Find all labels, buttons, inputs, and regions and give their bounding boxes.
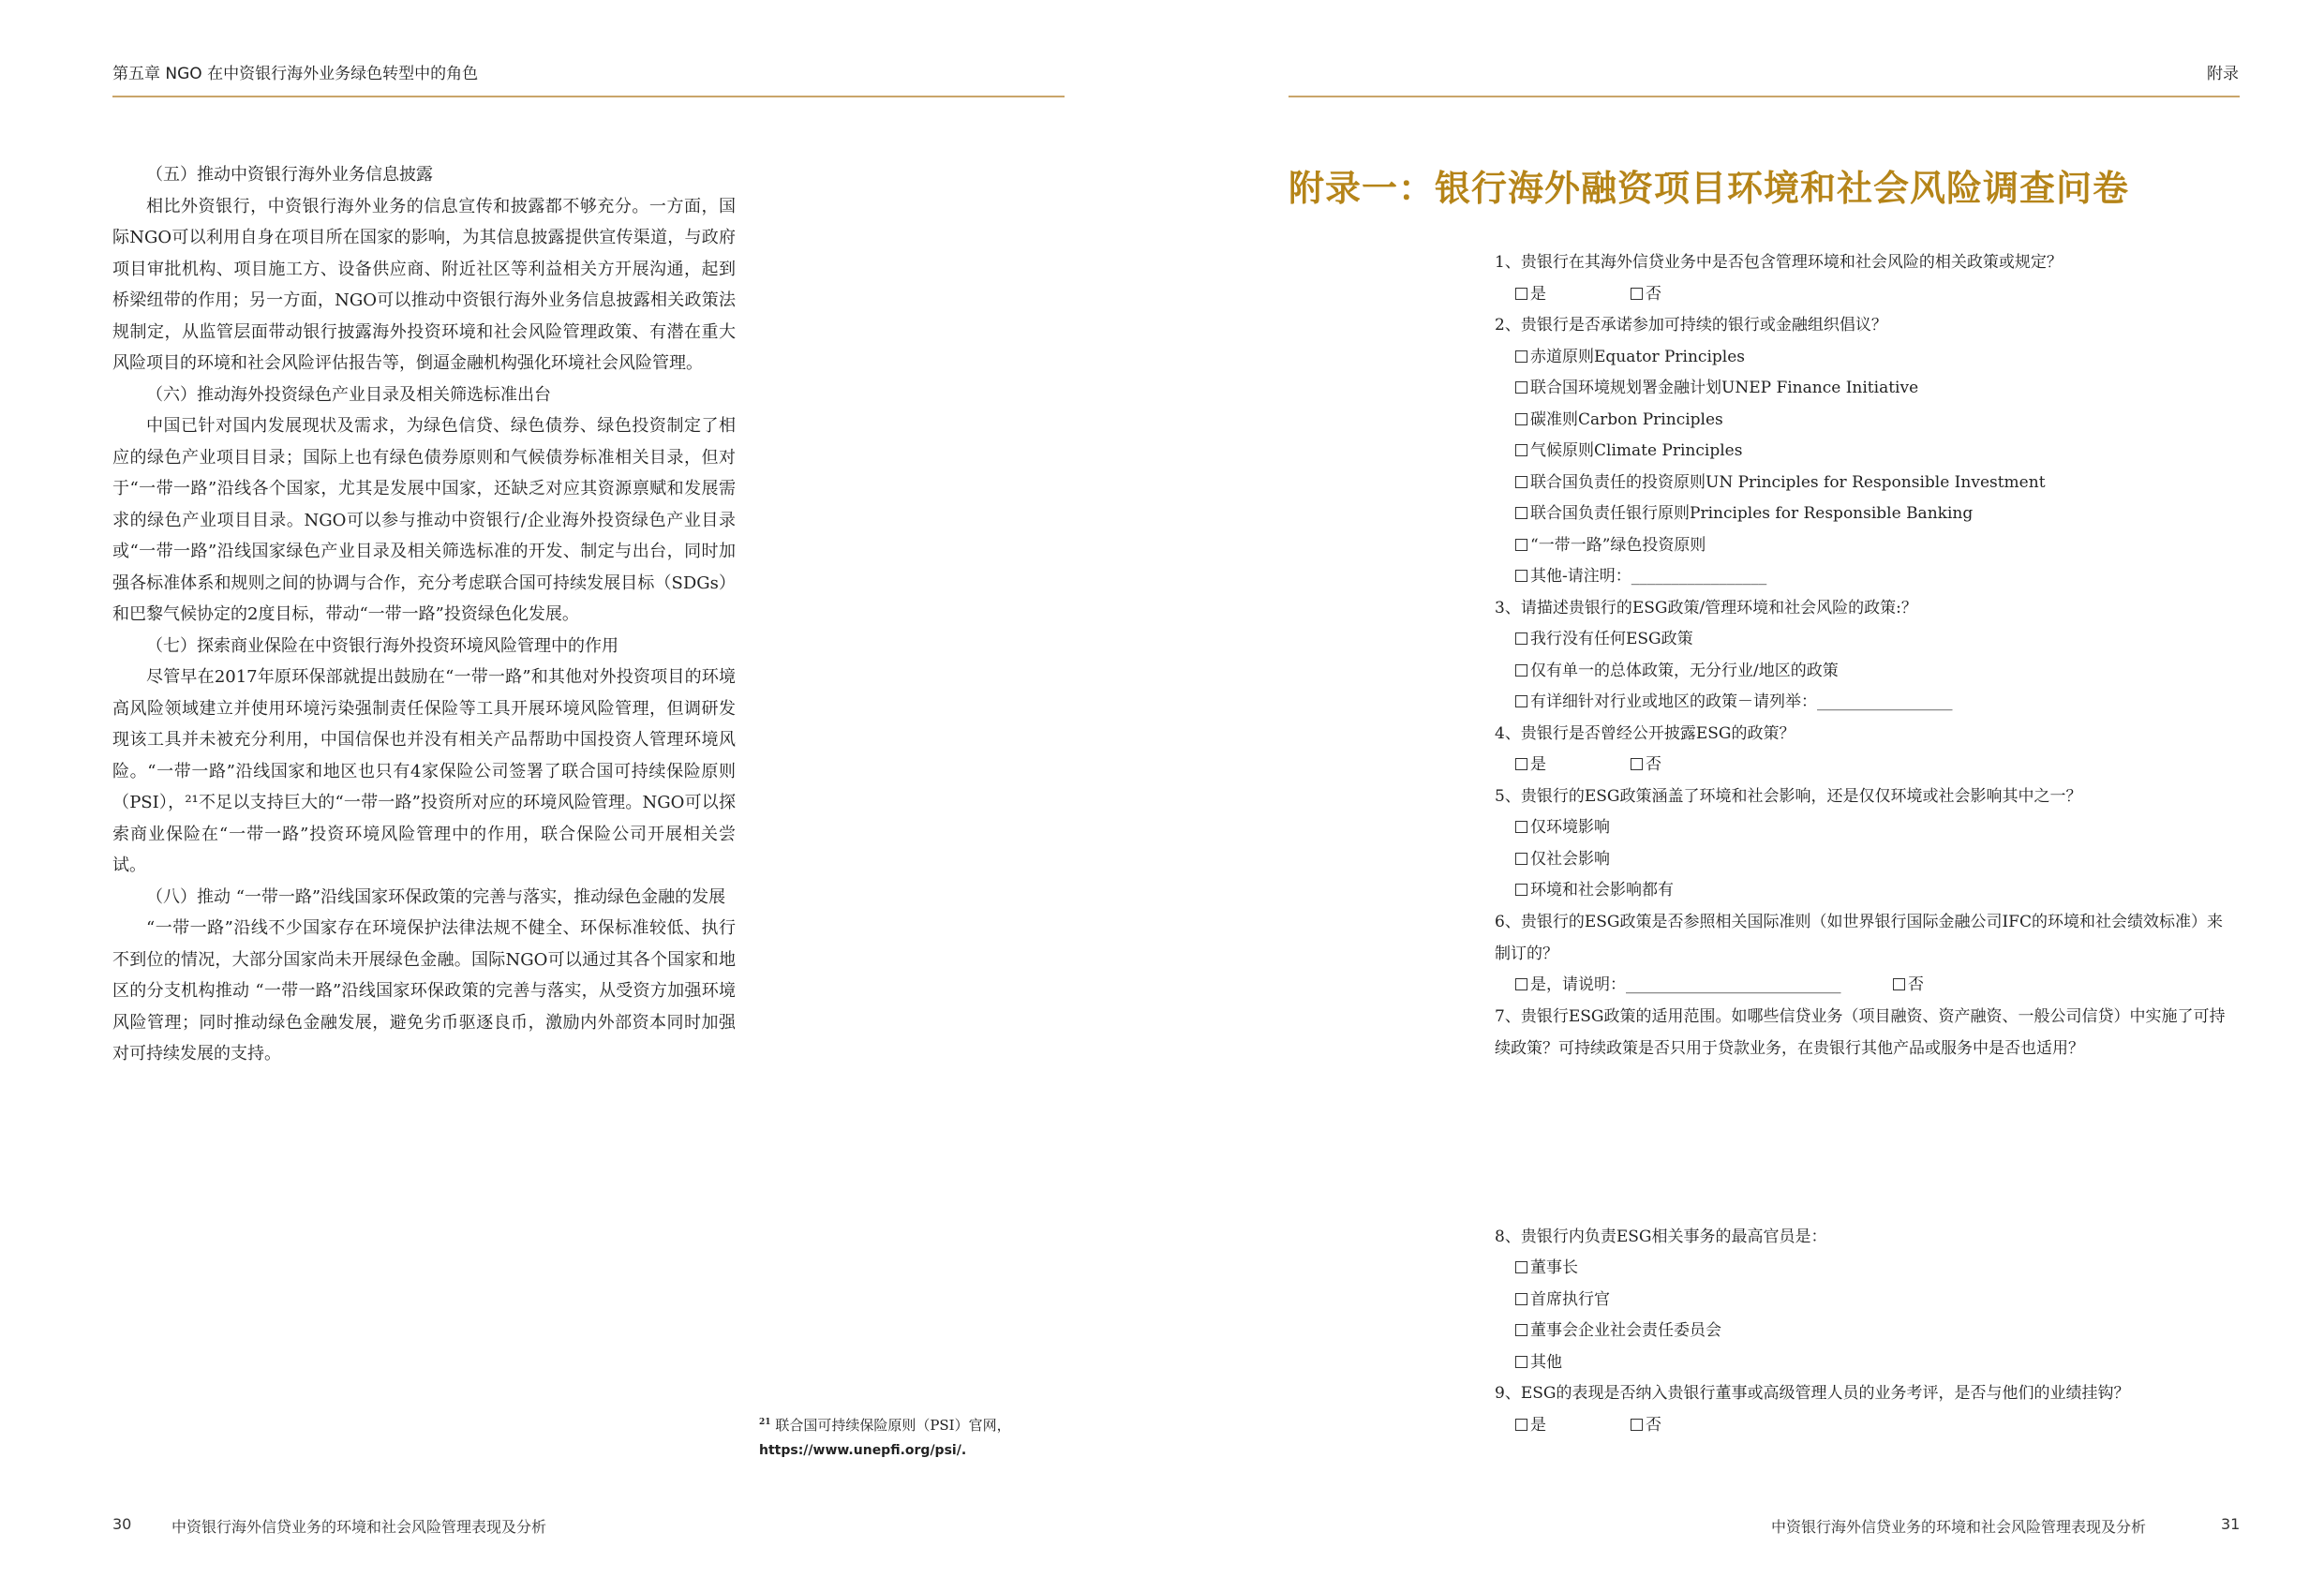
footer-title: 中资银行海外信贷业务的环境和社会风险管理表现及分析 — [1771, 1518, 2147, 1536]
paragraph: 中国已针对国内发展现状及需求，为绿色信贷、绿色债券、绿色投资制定了相应的绿色产业项目目录；国际上也有绿色债券原则和气候债券标准相关目录，但对于“一带一路”沿线各个国家，尤其是发展中国家，还缺乏对应其资源禀赋和发展需求的绿色产业项目目录。NGO可以参与推动中资银行/企业海外投资绿色产业目录或“一带一路”沿线国家绿色产业目录及相关筛选标准的开发、制定与出台，同时加强各标准体系和规则之间的协调与合作，充分考虑联合国可持续发展目标（SDGs）和巴黎气候协定的2度目标，带动“一带一路”投资绿色化发展。 — [112, 416, 736, 624]
checkbox[interactable] — [1631, 1419, 1643, 1431]
paragraph: 尽管早在2017年原环保部就提出鼓励在“一带一路”和其他对外投资项目的环境高风险领域建立并使用环境污染强制责任保险等工具开展环境风险管理，但调研发现该工具并未被充分利用，中国信保也并没有相关产品帮助中国投资人管理环境风险。“一带一路”沿线国家和地区也只有4家保险公司签署了联合国可持续保险原则（PSI），²¹不足以支持巨大的“一带一路”投资所对应的环境风险管理。NGO可以探索商业保险在“一带一路”投资环境风险管理中的作用，联合保险公司开展相关尝试。 — [112, 667, 736, 875]
section-heading-5: （五）推动中资银行海外业务信息披露 — [146, 165, 433, 185]
checkbox[interactable] — [1515, 853, 1527, 865]
q1-no-option[interactable]: 否 — [1631, 279, 1661, 311]
checkbox[interactable] — [1515, 884, 1527, 896]
page-number: 30 — [112, 1515, 132, 1533]
q8-option[interactable]: 其他 — [1515, 1347, 1562, 1379]
checkbox[interactable] — [1893, 978, 1905, 990]
footer-title: 中资银行海外信贷业务的环境和社会风险管理表现及分析 — [171, 1518, 547, 1536]
q5-option[interactable]: 环境和社会影响都有 — [1515, 875, 1674, 907]
q9-yes-option[interactable]: 是 — [1515, 1410, 1546, 1442]
q3-option[interactable]: 有详细针对行业或地区的政策－请列举：_________________ — [1515, 687, 1953, 719]
footnote — [759, 1410, 1040, 1463]
q2-option[interactable]: 赤道原则Equator Principles — [1515, 342, 1745, 374]
checkbox[interactable] — [1515, 1293, 1527, 1305]
body-text — [112, 159, 736, 1070]
checkbox[interactable] — [1515, 350, 1527, 363]
appendix-header: 附录 — [2207, 65, 2239, 83]
chapter-header: 第五章 NGO 在中资银行海外业务绿色转型中的角色 — [112, 65, 479, 83]
checkbox[interactable] — [1515, 1356, 1527, 1368]
checkbox[interactable] — [1515, 632, 1527, 645]
checkbox[interactable] — [1515, 381, 1527, 394]
q2-option[interactable]: 碳准则Carbon Principles — [1515, 405, 1723, 437]
q4-no-option[interactable]: 否 — [1631, 750, 1661, 781]
right-page — [1162, 0, 2324, 1577]
q6-no-option[interactable]: 否 — [1893, 970, 1924, 1002]
checkbox[interactable] — [1515, 1261, 1527, 1273]
page-number: 31 — [2221, 1515, 2241, 1533]
q6-yes-option[interactable]: 是，请说明：___________________________ — [1515, 970, 1841, 1002]
q4-yes-option[interactable]: 是 — [1515, 750, 1546, 781]
q8-option[interactable]: 董事会企业社会责任委员会 — [1515, 1316, 1721, 1347]
checkbox[interactable] — [1515, 1419, 1527, 1431]
checkbox[interactable] — [1515, 1324, 1527, 1336]
checkbox[interactable] — [1631, 288, 1643, 300]
paragraph: 相比外资银行，中资银行海外业务的信息宣传和披露都不够充分。一方面，国际NGO可以利用自身在项目所在国家的影响，为其信息披露提供宣传渠道，与政府项目审批机构、项目施工方、设备供应商、附近社区等利益相关方开展沟通，起到桥梁纽带的作用；另一方面，NGO可以推动中资银行海外业务信息披露相关政策法规制定，从监管层面带动银行披露海外投资环境和社会风险管理政策、有潜在重大风险项目的环境和社会风险评估报告等，倒逼金融机构强化环境社会风险管理。 — [112, 196, 736, 373]
question-3: 3、请描述贵银行的ESG政策/管理环境和社会风险的政策:？ — [1495, 599, 1917, 617]
q2-option[interactable]: 联合国环境规划署金融计划UNEP Finance Initiative — [1515, 373, 1918, 405]
question-8: 8、贵银行内负责ESG相关事务的最高官员是： — [1495, 1227, 1827, 1246]
q8-option[interactable]: 董事长 — [1515, 1253, 1578, 1285]
section-heading-7: （七）探索商业保险在中资银行海外投资环境风险管理中的作用 — [146, 635, 618, 656]
checkbox[interactable] — [1515, 288, 1527, 300]
q1-yes-option[interactable]: 是 — [1515, 279, 1546, 311]
checkbox[interactable] — [1631, 758, 1643, 770]
footnote-text: 联合国可持续保险原则（PSI）官网， — [775, 1417, 1011, 1434]
questionnaire — [1495, 247, 2235, 1456]
q2-option[interactable]: 气候原则Climate Principles — [1515, 436, 1742, 468]
checkbox[interactable] — [1515, 539, 1527, 551]
q5-option[interactable]: 仅社会影响 — [1515, 844, 1610, 876]
question-1: 1、贵银行在其海外信贷业务中是否包含管理环境和社会风险的相关政策或规定？ — [1495, 253, 2063, 272]
footnote-link[interactable]: https://www.unepfi.org/psi/. — [759, 1443, 967, 1458]
checkbox[interactable] — [1515, 570, 1527, 582]
checkbox[interactable] — [1515, 476, 1527, 488]
header-rule — [1289, 96, 2240, 97]
q8-option[interactable]: 首席执行官 — [1515, 1285, 1610, 1317]
checkbox[interactable] — [1515, 664, 1527, 677]
question-4: 4、贵银行是否曾经公开披露ESG的政策？ — [1495, 724, 1795, 743]
paragraph: “一带一路”沿线不少国家存在环境保护法律法规不健全、环保标准较低、执行不到位的情况，大部分国家尚未开展绿色金融。国际NGO可以通过其各个国家和地区的分支机构推动 “一带一路”沿线国家环保政策的完善与落实，从受资方加强环境风险管理；同时推动绿色金融发展，避免劣币驱逐良币，激励内外部资本同时加强对可持续发展的支持。 — [112, 918, 736, 1064]
question-7: 7、贵银行ESG政策的适用范围。如哪些信贷业务（项目融资、资产融资、一般公司信贷）中实施了可持续政策？可持续政策是否只用于贷款业务，在贵银行其他产品或服务中是否也适用？ — [1495, 1007, 2226, 1058]
q2-option-other[interactable]: 其他-请注明：_________________ — [1515, 561, 1766, 593]
q2-option[interactable]: “一带一路”绿色投资原则 — [1515, 530, 1706, 562]
header-rule — [112, 96, 1065, 97]
question-6: 6、贵银行的ESG政策是否参照相关国际准则（如世界银行国际金融公司IFC的环境和社会绩效标准）来制订的？ — [1495, 913, 2223, 963]
question-9: 9、ESG的表现是否纳入贵银行董事或高级管理人员的业务考评，是否与他们的业绩挂钩？ — [1495, 1384, 2130, 1403]
question-2: 2、贵银行是否承诺参加可持续的银行或金融组织倡议？ — [1495, 316, 1887, 335]
q9-no-option[interactable]: 否 — [1631, 1410, 1661, 1442]
q2-option[interactable]: 联合国负责任银行原则Principles for Responsible Banking — [1515, 498, 1973, 530]
question-5: 5、贵银行的ESG政策涵盖了环境和社会影响，还是仅仅环境或社会影响其中之一？ — [1495, 787, 2082, 806]
q5-option[interactable]: 仅环境影响 — [1515, 812, 1610, 844]
section-heading-6: （六）推动海外投资绿色产业目录及相关筛选标准出台 — [146, 384, 551, 405]
appendix-title: 附录一：银行海外融资项目环境和社会风险调查问卷 — [1289, 168, 2130, 209]
checkbox[interactable] — [1515, 413, 1527, 425]
footnote-mark: 21 — [759, 1418, 771, 1427]
q2-option[interactable]: 联合国负责任的投资原则UN Principles for Responsible Investment — [1515, 468, 2046, 499]
checkbox[interactable] — [1515, 821, 1527, 833]
q3-option[interactable]: 我行没有任何ESG政策 — [1515, 624, 1693, 656]
section-heading-8: （八）推动 “一带一路”沿线国家环保政策的完善与落实，推动绿色金融的发展 — [146, 886, 726, 907]
checkbox[interactable] — [1515, 758, 1527, 770]
checkbox[interactable] — [1515, 444, 1527, 456]
checkbox[interactable] — [1515, 695, 1527, 707]
checkbox[interactable] — [1515, 978, 1527, 990]
checkbox[interactable] — [1515, 507, 1527, 519]
q3-option[interactable]: 仅有单一的总体政策，无分行业/地区的政策 — [1515, 656, 1839, 688]
